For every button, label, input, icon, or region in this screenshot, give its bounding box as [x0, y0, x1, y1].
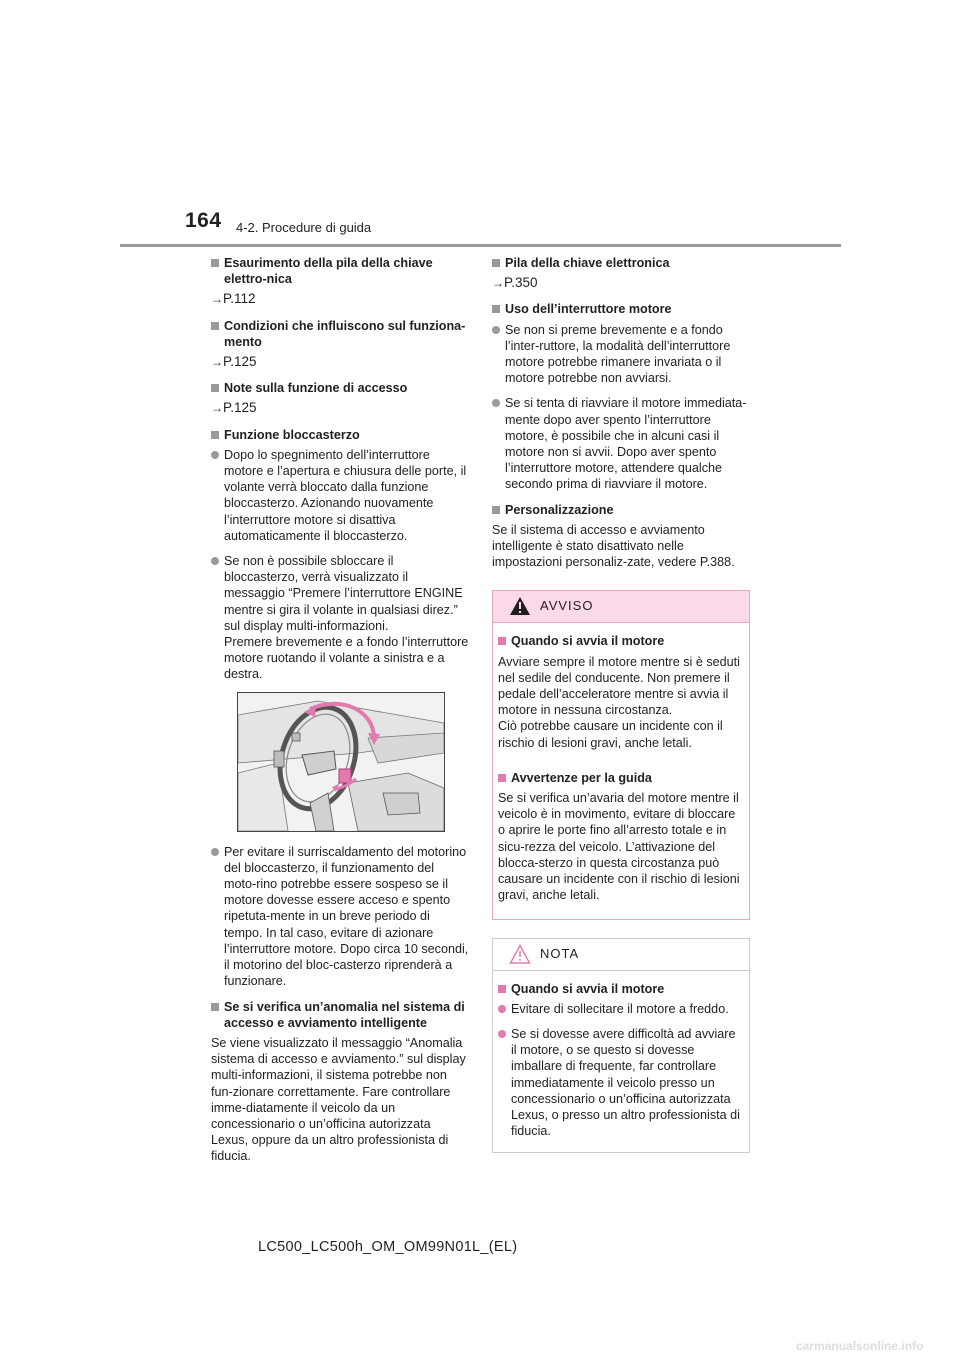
left-column: [211, 255, 469, 1174]
warning-body: [493, 623, 749, 918]
warning-heading-driving: Avvertenze per la guida: [498, 770, 744, 786]
heading-steering-lock: Funzione bloccasterzo: [211, 427, 469, 443]
note-header: [493, 939, 749, 971]
note-body: [493, 971, 749, 1153]
square-bullet-icon: [211, 431, 219, 439]
round-bullet-icon: [211, 451, 219, 459]
arrow-right-icon: →: [211, 401, 223, 416]
steering-wheel-icon: [238, 693, 444, 831]
arrow-right-icon: →: [211, 355, 223, 370]
square-bullet-icon: [492, 506, 500, 514]
document-code: LC500_LC500h_OM_OM99N01L_(EL): [258, 1239, 518, 1255]
arrow-right-icon: →: [211, 292, 223, 307]
warning-label: AVVISO: [540, 598, 594, 614]
right-column: [492, 255, 750, 1153]
page-reference[interactable]: →P.125: [211, 400, 257, 416]
page-reference[interactable]: →P.112: [211, 291, 256, 307]
square-bullet-icon: [211, 1003, 219, 1011]
list-item: Se non è possibile sbloccare il bloccasterzo, verrà visualizzato il messaggio “Premere l’interruttore ENGINE mentre si gira il volante in qualsiasi direz.” sul display multi-informazioni. Premere brevemente e a fondo l’interruttore motore ruotando il volante a sinistra e a destra.: [211, 553, 469, 683]
paragraph: Se si verifica un’avaria del motore mentre il veicolo è in movimento, evitare di bloccare o aprire le porte fino all’arresto totale e in sicu-rezza del veicolo. L’attivazione del blocca-sterzo in questa circostanza può causare un incidente con il rischio di lesioni gravi, anche letali.: [498, 791, 740, 903]
heading-access-notes: Note sulla funzione di accesso: [211, 380, 469, 396]
page-reference[interactable]: →P.350: [492, 275, 538, 291]
warning-header: [493, 591, 749, 623]
list-item: Se non si preme brevemente e a fondo l’inter-ruttore, la modalità dell’interruttore motore potrebbe rimanere invariata o il motore potrebbe non avviarsi.: [492, 322, 750, 387]
heading-key-battery: Pila della chiave elettronica: [492, 255, 750, 271]
square-bullet-icon: [211, 259, 219, 267]
caution-triangle-icon: [509, 944, 531, 964]
list-item: Dopo lo spegnimento dell’interruttore motore e l’apertura e chiusura delle porte, il volante verrà bloccato dalla funzione bloccasterzo. Azionando nuovamente l’interruttore motore si disattiva automaticamente il bloccasterzo.: [211, 447, 469, 544]
warning-heading-start: Quando si avvia il motore: [498, 633, 744, 649]
heading-conditions: Condizioni che influiscono sul funziona-mento: [211, 318, 469, 350]
heading-engine-switch-use: Uso dell’interruttore motore: [492, 301, 750, 317]
page-number: 164: [185, 209, 222, 232]
round-bullet-icon: [498, 1030, 506, 1038]
note-label: NOTA: [540, 945, 580, 961]
page-reference[interactable]: →P.125: [211, 354, 257, 370]
square-bullet-icon: [498, 637, 506, 645]
round-bullet-icon: [211, 848, 219, 856]
square-bullet-icon: [492, 305, 500, 313]
square-bullet-icon: [492, 259, 500, 267]
square-bullet-icon: [498, 985, 506, 993]
warning-triangle-icon: [509, 596, 531, 616]
list-item: Se si dovesse avere difficoltà ad avviare il motore, o se questo si dovesse imballare di frequente, far controllare immediatamente il veicolo presso un concessionario o un’officina autorizzata Lexus, o presso un altro professionista di fiducia.: [498, 1026, 744, 1139]
spacer: [498, 760, 744, 770]
square-bullet-icon: [498, 774, 506, 782]
paragraph: Avviare sempre il motore mentre si è seduti nel sedile del conducente. Non premere il pedale dell’acceleratore mentre si avvia il motore in nessuna circostanza. Ciò potrebbe causare un incidente con il rischio di lesioni gravi, anche letali.: [498, 654, 740, 750]
header-rule: [120, 244, 841, 247]
list-item: Per evitare il surriscaldamento del motorino del bloccasterzo, il funzionamento del moto-rino potrebbe essere sospeso se il motore dovesse essere acceso e spento ripetuta-mente in un breve periodo di tempo. In tal caso, evitare di azionare l’interruttore motore. Dopo circa 10 secondi, il motorino del bloc-casterzo riprenderà a funzionare.: [211, 844, 469, 990]
round-bullet-icon: [211, 557, 219, 565]
round-bullet-icon: [498, 1005, 506, 1013]
square-bullet-icon: [211, 384, 219, 392]
heading-system-malfunction: Se si verifica un’anomalia nel sistema di accesso e avviamento intelligente: [211, 999, 469, 1031]
warning-box: [492, 590, 750, 919]
note-box: [492, 938, 750, 1154]
round-bullet-icon: [492, 399, 500, 407]
list-item: Evitare di sollecitare il motore a freddo.: [498, 1001, 744, 1017]
heading-electronic-key-battery: Esaurimento della pila della chiave elettro-nica: [211, 255, 469, 287]
square-bullet-icon: [211, 322, 219, 330]
heading-customization: Personalizzazione: [492, 502, 750, 518]
paragraph: Se viene visualizzato il messaggio “Anomalia sistema di accesso e avviamento.” sul display multi-informazioni, il sistema potrebbe non fun-zionare correttamente. Fare controllare imme-diatamente il veicolo da un concessionario o un’officina autorizzata Lexus, oppure da un altro professionista di fiducia.: [211, 1035, 466, 1164]
steering-wheel-illustration: [237, 692, 445, 832]
paragraph: Se il sistema di accesso e avviamento intelligente è stato disattivato nelle impostazioni personaliz-zate, vedere P.388.: [492, 522, 735, 570]
round-bullet-icon: [492, 326, 500, 334]
note-heading-start: Quando si avvia il motore: [498, 981, 744, 997]
watermark: carmanualsonline.info: [796, 1339, 924, 1353]
arrow-right-icon: →: [492, 276, 504, 291]
page-header: [0, 0, 960, 250]
list-item: Se si tenta di riavviare il motore immediata-mente dopo aver spento l’interruttore motore, è possibile che in alcuni casi il motore non si avvii. Dopo aver spento l’interruttore motore, attendere qualche secondo prima di riavviare il motore.: [492, 395, 750, 492]
section-title: 4-2. Procedure di guida: [236, 220, 372, 235]
